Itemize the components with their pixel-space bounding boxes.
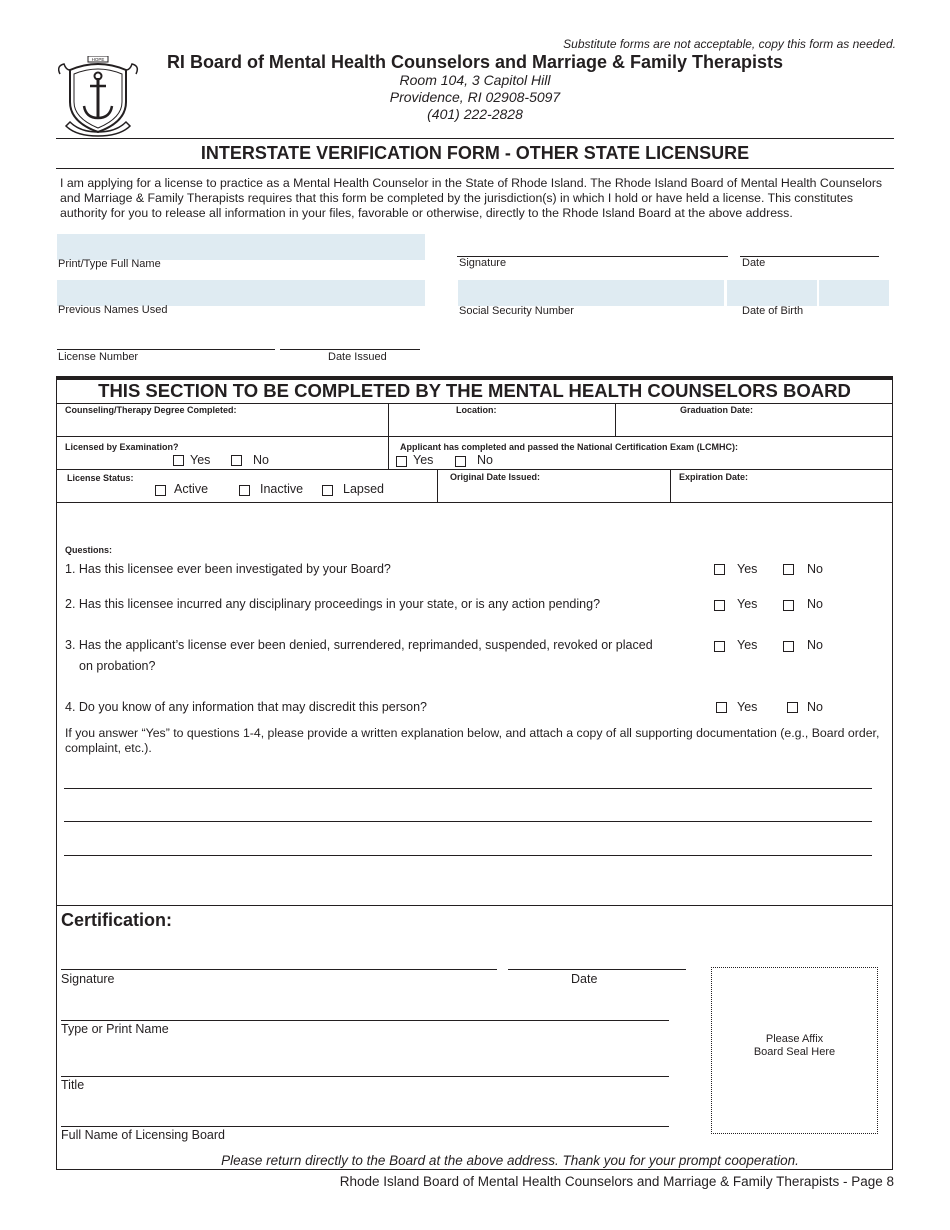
cert-date-label: Date bbox=[571, 972, 598, 986]
exam-no-checkbox[interactable] bbox=[231, 455, 242, 466]
q2-yes-checkbox[interactable] bbox=[714, 600, 725, 611]
cert-signature-line[interactable] bbox=[61, 969, 497, 970]
status-active-label: Active bbox=[174, 482, 209, 496]
seal-instruction-line-2: Board Seal Here bbox=[753, 1046, 836, 1058]
row3-divider-2 bbox=[670, 469, 671, 502]
form-title: INTERSTATE VERIFICATION FORM - OTHER STATE LICENSURE bbox=[200, 143, 750, 163]
q3-yes-label: Yes bbox=[737, 638, 758, 652]
page-footer: Rhode Island Board of Mental Health Counselors and Marriage & Family Therapists - Page 8 bbox=[339, 1174, 894, 1189]
q2-no-checkbox[interactable] bbox=[783, 600, 794, 611]
row1-divider-1 bbox=[388, 403, 389, 436]
board-section-title: THIS SECTION TO BE COMPLETED BY THE MENTAL HEALTH COUNSELORS BOARD bbox=[98, 380, 851, 401]
signature-label: Signature bbox=[459, 257, 507, 269]
address-line-2: Providence, RI 02908-5097 bbox=[389, 89, 561, 105]
row2-divider bbox=[388, 436, 389, 469]
q1-no-checkbox[interactable] bbox=[783, 564, 794, 575]
license-number-line[interactable] bbox=[57, 349, 275, 350]
date-issued-label: Date Issued bbox=[328, 351, 387, 363]
q4-yes-checkbox[interactable] bbox=[716, 702, 727, 713]
date-label: Date bbox=[742, 257, 766, 269]
dob-field-year[interactable] bbox=[819, 280, 889, 306]
ncexam-yes-label: Yes bbox=[413, 453, 434, 467]
exam-yes-checkbox[interactable] bbox=[173, 455, 184, 466]
substitute-note: Substitute forms are not acceptable, copy this form as needed. bbox=[563, 37, 896, 51]
cert-name-line[interactable] bbox=[61, 1020, 669, 1021]
address-line-1: Room 104, 3 Capitol Hill bbox=[399, 72, 551, 88]
cert-name-label: Type or Print Name bbox=[61, 1022, 169, 1036]
explanation-line-1[interactable] bbox=[64, 788, 872, 789]
row3-rule bbox=[56, 502, 893, 503]
cert-title-label: Title bbox=[61, 1078, 85, 1092]
intro-paragraph: I am applying for a license to practice as a Mental Health Counselor in the State of Rhode Island. The Rhode Island Board of Mental Health Counselors and Marriage & Family Therapists requires that this form be completed by the jurisdiction(s) in which I hold or have held a license. This constitutes authority for you to release all information in your files, favorable or otherwise, directly to the Rhode Island Board at the above address. bbox=[60, 176, 883, 220]
explanation-instructions: If you answer “Yes” to questions 1-4, please provide a written explanation below, and attach a copy of all supporting documentation (e.g., Board order, complaint, etc.). bbox=[65, 726, 880, 755]
q4-no-checkbox[interactable] bbox=[787, 702, 798, 713]
dob-field-month[interactable] bbox=[727, 280, 817, 306]
q1-yes-label: Yes bbox=[737, 562, 758, 576]
question-3-continued: on probation? bbox=[79, 659, 156, 673]
q2-yes-label: Yes bbox=[737, 597, 758, 611]
cert-signature-label: Signature bbox=[61, 972, 115, 986]
previous-names-field[interactable] bbox=[57, 280, 425, 306]
q4-no-label: No bbox=[807, 700, 823, 714]
board-name: RI Board of Mental Health Counselors and Marriage & Family Therapists bbox=[166, 52, 784, 72]
question-3: 3. Has the applicant’s license ever been denied, surrendered, reprimanded, suspended, revoked or placed bbox=[65, 638, 653, 652]
row3-divider-1 bbox=[437, 469, 438, 502]
exam-label: Licensed by Examination? bbox=[65, 442, 179, 452]
cert-date-line[interactable] bbox=[508, 969, 686, 970]
question-4: 4. Do you know of any information that may discredit this person? bbox=[65, 700, 427, 714]
header-rule bbox=[56, 138, 894, 139]
cert-title-line[interactable] bbox=[61, 1076, 669, 1077]
ssn-field[interactable] bbox=[458, 280, 724, 306]
questions-label: Questions: bbox=[65, 545, 113, 555]
location-label: Location: bbox=[456, 405, 497, 415]
degree-label: Counseling/Therapy Degree Completed: bbox=[65, 405, 237, 415]
full-name-field[interactable] bbox=[57, 234, 425, 260]
previous-names-label: Previous Names Used bbox=[58, 304, 168, 316]
q3-yes-checkbox[interactable] bbox=[714, 641, 725, 652]
ncexam-label: Applicant has completed and passed the National Certification Exam (LCMHC): bbox=[400, 442, 739, 452]
license-number-label: License Number bbox=[58, 351, 139, 363]
cert-board-label: Full Name of Licensing Board bbox=[61, 1128, 225, 1142]
q3-no-checkbox[interactable] bbox=[783, 641, 794, 652]
certification-rule bbox=[56, 905, 893, 906]
row1-divider-2 bbox=[615, 403, 616, 436]
row1-rule bbox=[56, 436, 893, 437]
dob-label: Date of Birth bbox=[742, 305, 804, 317]
status-lapsed-checkbox[interactable] bbox=[322, 485, 333, 496]
q3-no-label: No bbox=[807, 638, 823, 652]
cert-board-line[interactable] bbox=[61, 1126, 669, 1127]
graduation-date-label: Graduation Date: bbox=[680, 405, 754, 415]
question-1: 1. Has this licensee ever been investigated by your Board? bbox=[65, 562, 391, 576]
explanation-line-3[interactable] bbox=[64, 855, 872, 856]
section-title-rule bbox=[56, 403, 893, 404]
ssn-label: Social Security Number bbox=[459, 305, 574, 317]
exam-no-label: No bbox=[253, 453, 269, 467]
full-name-label: Print/Type Full Name bbox=[58, 258, 161, 270]
status-lapsed-label: Lapsed bbox=[343, 482, 385, 496]
certification-title: Certification: bbox=[61, 910, 173, 930]
expiration-date-label: Expiration Date: bbox=[679, 472, 749, 482]
original-date-label: Original Date Issued: bbox=[450, 472, 541, 482]
svg-text:HOPE: HOPE bbox=[91, 57, 105, 62]
ncexam-no-checkbox[interactable] bbox=[455, 456, 466, 467]
return-note: Please return directly to the Board at the above address. Thank you for your prompt cooperation. bbox=[221, 1153, 799, 1168]
q1-yes-checkbox[interactable] bbox=[714, 564, 725, 575]
q4-yes-label: Yes bbox=[737, 700, 758, 714]
seal-instruction-line-1: Please Affix bbox=[765, 1033, 824, 1045]
title-rule bbox=[56, 168, 894, 169]
status-inactive-label: Inactive bbox=[260, 482, 304, 496]
ncexam-no-label: No bbox=[477, 453, 493, 467]
ncexam-yes-checkbox[interactable] bbox=[396, 456, 407, 467]
license-status-label: License Status: bbox=[67, 473, 134, 483]
phone-number: (401) 222-2828 bbox=[427, 106, 523, 122]
status-inactive-checkbox[interactable] bbox=[239, 485, 250, 496]
date-issued-line[interactable] bbox=[280, 349, 420, 350]
question-2: 2. Has this licensee incurred any disciplinary proceedings in your state, or is any action pending? bbox=[65, 597, 601, 611]
exam-yes-label: Yes bbox=[190, 453, 211, 467]
status-active-checkbox[interactable] bbox=[155, 485, 166, 496]
q2-no-label: No bbox=[807, 597, 823, 611]
q1-no-label: No bbox=[807, 562, 823, 576]
explanation-line-2[interactable] bbox=[64, 821, 872, 822]
row2-rule bbox=[56, 469, 893, 470]
